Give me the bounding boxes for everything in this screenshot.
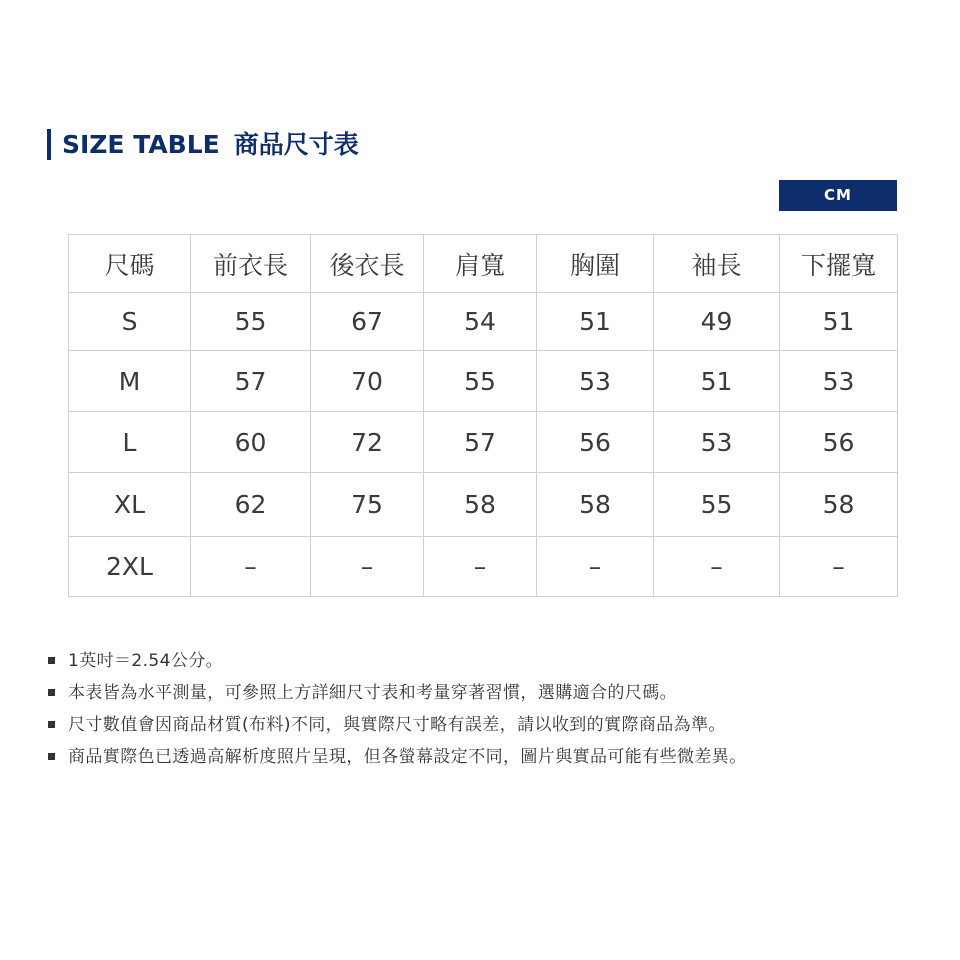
table-cell: 58 <box>780 473 898 537</box>
table-cell: – <box>780 537 898 597</box>
table-cell: 53 <box>654 412 780 473</box>
table-cell: 62 <box>191 473 311 537</box>
table-row <box>69 537 898 597</box>
column-header-hem-width: 下擺寬 <box>780 235 898 293</box>
table-cell-size: S <box>69 293 191 351</box>
table-cell: 58 <box>537 473 654 537</box>
table-cell-size: L <box>69 412 191 473</box>
table-cell-size: XL <box>69 473 191 537</box>
table-cell: 57 <box>191 351 311 412</box>
table-cell: – <box>191 537 311 597</box>
table-row <box>69 351 898 412</box>
table-cell: 55 <box>654 473 780 537</box>
column-header-front-length: 前衣長 <box>191 235 311 293</box>
note-text: 1英吋＝2.54公分。 <box>68 651 224 671</box>
table-cell: 55 <box>424 351 537 412</box>
size-table <box>68 234 898 597</box>
table-cell-size: M <box>69 351 191 412</box>
table-header-row <box>69 235 898 293</box>
table-cell: 55 <box>191 293 311 351</box>
table-cell: – <box>654 537 780 597</box>
note-item <box>47 709 747 741</box>
table-row <box>69 412 898 473</box>
bullet-icon <box>48 657 55 664</box>
title-english: SIZE TABLE <box>62 130 220 159</box>
note-text: 本表皆為水平測量，可參照上方詳細尺寸表和考量穿著習慣，選購適合的尺碼。 <box>68 683 677 703</box>
table-cell: – <box>424 537 537 597</box>
table-cell: 51 <box>537 293 654 351</box>
page-title <box>62 128 359 162</box>
title-chinese: 商品尺寸表 <box>233 130 359 159</box>
table-cell: 53 <box>537 351 654 412</box>
table-cell: 72 <box>311 412 424 473</box>
bullet-icon <box>48 689 55 696</box>
note-text: 尺寸數值會因商品材質(布料)不同，與實際尺寸略有誤差，請以收到的實際商品為準。 <box>68 715 726 735</box>
table-cell: – <box>311 537 424 597</box>
table-cell: 54 <box>424 293 537 351</box>
table-cell: 70 <box>311 351 424 412</box>
table-row <box>69 473 898 537</box>
table-cell: 67 <box>311 293 424 351</box>
title-accent-bar <box>47 129 51 160</box>
table-cell: – <box>537 537 654 597</box>
table-cell: 57 <box>424 412 537 473</box>
table-cell: 75 <box>311 473 424 537</box>
column-header-size: 尺碼 <box>69 235 191 293</box>
bullet-icon <box>48 721 55 728</box>
table-cell-size: 2XL <box>69 537 191 597</box>
unit-badge: CM <box>779 180 897 211</box>
table-cell: 56 <box>537 412 654 473</box>
table-cell: 56 <box>780 412 898 473</box>
table-cell: 49 <box>654 293 780 351</box>
note-item <box>47 741 747 773</box>
note-item <box>47 645 747 677</box>
table-cell: 51 <box>780 293 898 351</box>
notes-list <box>47 645 747 773</box>
table-row <box>69 293 898 351</box>
note-text: 商品實際色已透過高解析度照片呈現，但各螢幕設定不同，圖片與實品可能有些微差異。 <box>68 747 747 767</box>
table-cell: 58 <box>424 473 537 537</box>
column-header-shoulder-width: 肩寬 <box>424 235 537 293</box>
column-header-sleeve-length: 袖長 <box>654 235 780 293</box>
table-cell: 53 <box>780 351 898 412</box>
table-cell: 60 <box>191 412 311 473</box>
column-header-back-length: 後衣長 <box>311 235 424 293</box>
note-item <box>47 677 747 709</box>
table-cell: 51 <box>654 351 780 412</box>
column-header-chest: 胸圍 <box>537 235 654 293</box>
bullet-icon <box>48 753 55 760</box>
